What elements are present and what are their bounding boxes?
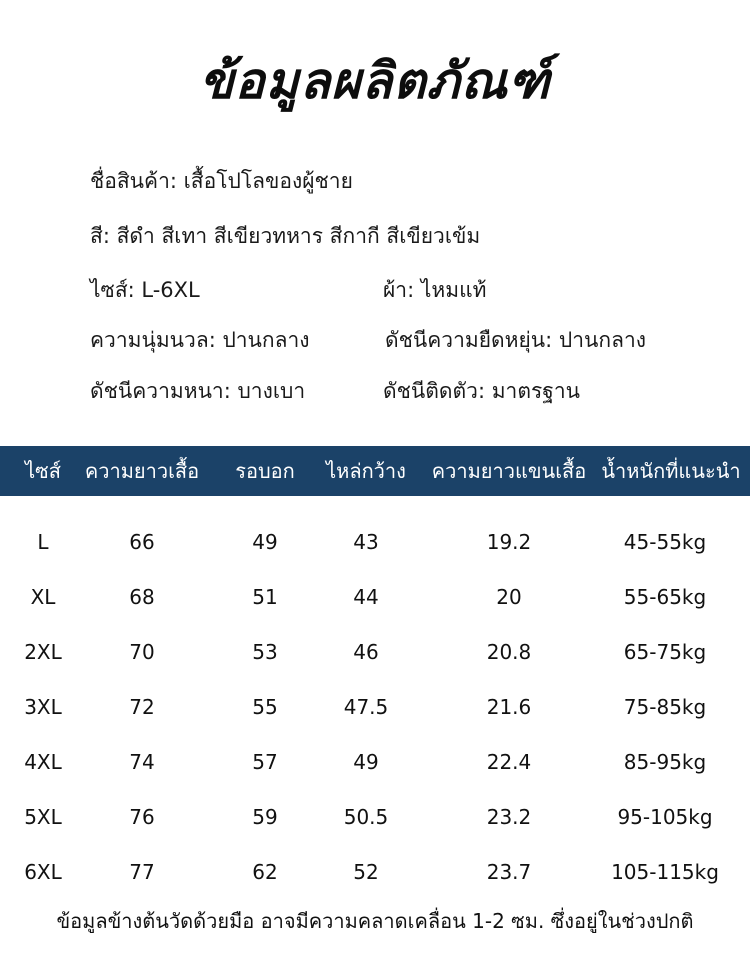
product-name-text: ชื่อสินค้า: เสื้อโปโลของผู้ชาย — [90, 169, 353, 193]
cell-size: XL — [30, 585, 56, 609]
cell-size: 4XL — [24, 750, 62, 774]
cell-body-length: 70 — [129, 640, 155, 664]
cell-sleeve-length: 23.7 — [486, 860, 532, 884]
table-row — [0, 687, 750, 727]
cell-sleeve-length: 21.6 — [486, 695, 532, 719]
cell-weight: 45-55kg — [623, 530, 707, 554]
cell-sleeve-length: 22.4 — [486, 750, 532, 774]
size-text: ไซส์: L-6XL — [90, 278, 200, 302]
header-recommended-weight: น้ำหนักที่แนะนำ — [601, 459, 741, 483]
cell-shoulder: 43 — [353, 530, 379, 554]
table-row — [0, 577, 750, 617]
colors-text: สี: สีดำ สีเทา สีเขียวทหาร สีกากี สีเขียวเข้ม — [90, 224, 481, 248]
cell-shoulder: 46 — [353, 640, 379, 664]
header-chest: รอบอก — [235, 459, 295, 483]
cell-sleeve-length: 23.2 — [486, 805, 532, 829]
table-row — [0, 632, 750, 672]
size-table-header — [0, 446, 750, 496]
cell-shoulder: 44 — [353, 585, 379, 609]
cell-sleeve-length: 20.8 — [486, 640, 532, 664]
table-row — [0, 797, 750, 837]
cell-body-length: 66 — [129, 530, 155, 554]
cell-body-length: 72 — [129, 695, 155, 719]
cell-size: 3XL — [24, 695, 62, 719]
cell-size: 5XL — [24, 805, 62, 829]
elasticity-text: ดัชนีความยืดหยุ่น: ปานกลาง — [385, 328, 647, 352]
cell-weight: 85-95kg — [623, 750, 707, 774]
cell-weight: 105-115kg — [611, 860, 719, 884]
cell-weight: 75-85kg — [623, 695, 707, 719]
softness-text: ความนุ่มนวล: ปานกลาง — [90, 328, 310, 352]
table-row — [0, 852, 750, 892]
cell-chest: 55 — [252, 695, 278, 719]
page-title: ข้อมูลผลิตภัณฑ์ — [199, 52, 551, 110]
cell-shoulder: 49 — [353, 750, 379, 774]
cell-weight: 95-105kg — [617, 805, 713, 829]
header-sleeve-length: ความยาวแขนเสื้อ — [431, 459, 587, 483]
cell-body-length: 68 — [129, 585, 155, 609]
header-body-length: ความยาวเสื้อ — [84, 459, 200, 483]
thickness-text: ดัชนีความหนา: บางเบา — [90, 379, 306, 403]
cell-chest: 59 — [252, 805, 278, 829]
cell-shoulder: 50.5 — [343, 805, 389, 829]
cell-weight: 55-65kg — [623, 585, 707, 609]
table-row — [0, 742, 750, 782]
cell-size: L — [37, 530, 49, 554]
cell-shoulder: 47.5 — [343, 695, 389, 719]
cell-chest: 49 — [252, 530, 278, 554]
header-size: ไซส์ — [25, 459, 61, 483]
cell-chest: 51 — [252, 585, 278, 609]
cell-size: 2XL — [24, 640, 62, 664]
cell-sleeve-length: 19.2 — [486, 530, 532, 554]
cell-chest: 57 — [252, 750, 278, 774]
cell-weight: 65-75kg — [623, 640, 707, 664]
cell-shoulder: 52 — [353, 860, 379, 884]
fabric-text: ผ้า: ไหมแท้ — [383, 278, 487, 302]
cell-body-length: 77 — [129, 860, 155, 884]
cell-size: 6XL — [24, 860, 62, 884]
cell-sleeve-length: 20 — [496, 585, 522, 609]
header-shoulder: ไหล่กว้าง — [326, 459, 406, 483]
cell-chest: 53 — [252, 640, 278, 664]
fit-text: ดัชนีติดตัว: มาตรฐาน — [383, 379, 580, 403]
measurement-note: ข้อมูลข้างต้นวัดด้วยมือ อาจมีความคลาดเคลื่อน 1-2 ซม. ซึ่งอยู่ในช่วงปกติ — [56, 909, 694, 933]
cell-chest: 62 — [252, 860, 278, 884]
cell-body-length: 76 — [129, 805, 155, 829]
table-row — [0, 522, 750, 562]
cell-body-length: 74 — [129, 750, 155, 774]
